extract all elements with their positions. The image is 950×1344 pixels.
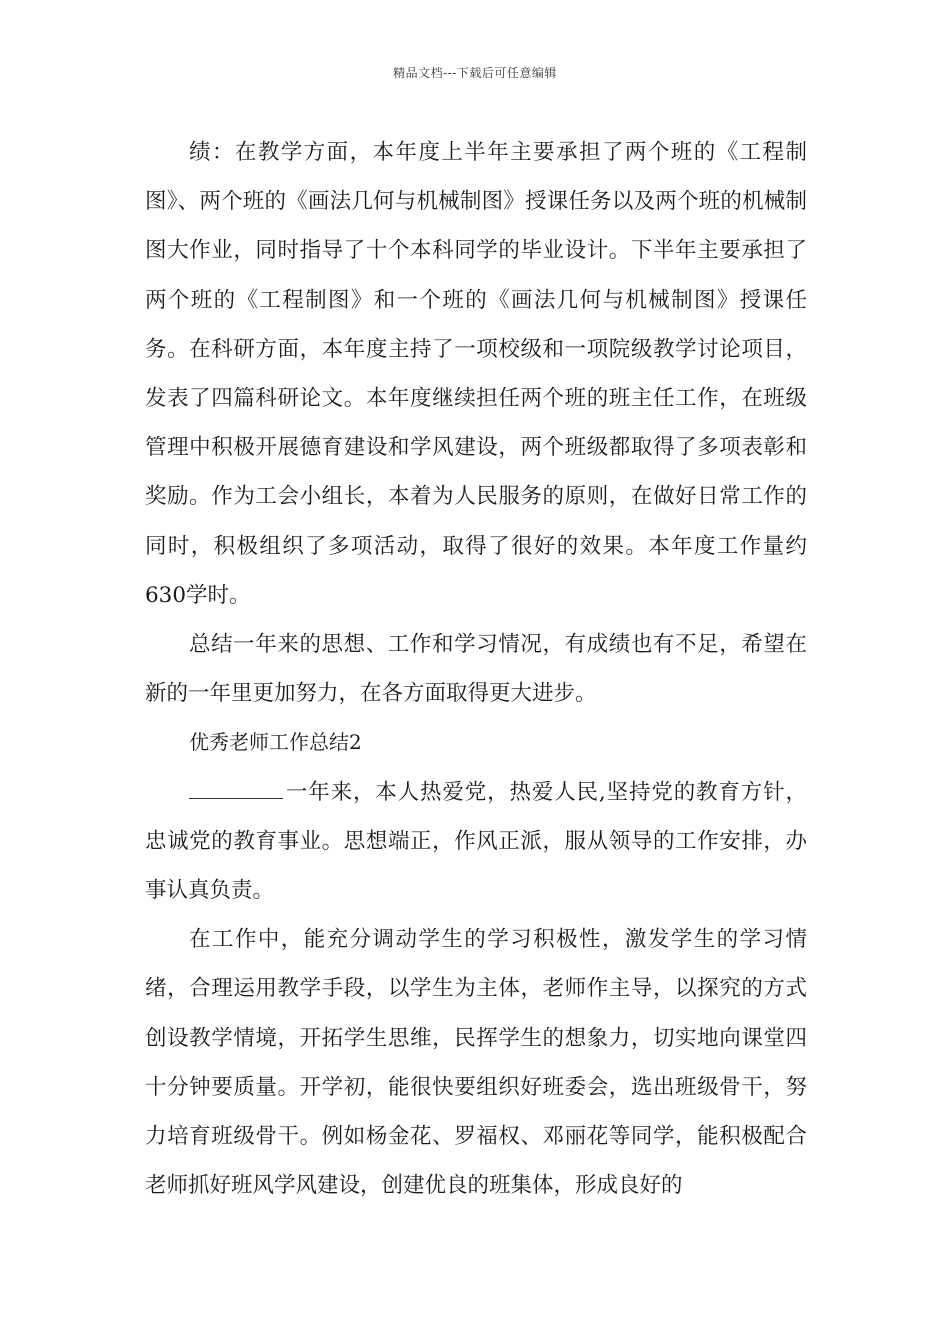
page-header: 精品文档---下载后可任意编辑 bbox=[393, 66, 557, 80]
paragraph-summary: 总结一年来的思想、工作和学习情况，有成绩也有不足，希望在新的一年里更加努力，在各方面取得更大进步。 bbox=[145, 632, 807, 707]
paragraph-ideology bbox=[145, 768, 807, 916]
document-body bbox=[145, 128, 807, 1210]
paragraph-achievements: 绩：在教学方面，本年度上半年主要承担了两个班的《工程制图》、两个班的《画法几何与机械制图》授课任务以及两个班的机械制图大作业，同时指导了十个本科同学的毕业设计。下半年主要承担了两个班的《工程制图》和一个班的《画法几何与机械制图》授课任务。在科研方面，本年度主持了一项校级和一项院级教学讨论项目，发表了四篇科研论文。本年度继续担任两个班的班主任工作，在班级管理中积极开展德育建设和学风建设，两个班级都取得了多项表彰和奖励。作为工会小组长，本着为人民服务的原则，在做好日常工作的同时，积极组织了多项活动，取得了很好的效果。本年度工作量约630学时。 bbox=[145, 140, 807, 608]
section-heading: 优秀老师工作总结2 bbox=[189, 730, 362, 755]
paragraph-ideology-text: 一年来，本人热爱党，热爱人民,坚持党的教育方针，忠诚党的教育事业。思想端正，作风正派，服从领导的工作安排，办事认真负责。 bbox=[145, 779, 807, 904]
paragraph-work: 在工作中，能充分调动学生的学习积极性，激发学生的学习情绪，合理运用教学手段，以学生为主体，老师作主导，以探究的方式创设教学情境，开拓学生思维，民挥学生的想象力，切实地向课堂四十分钟要质量。开学初，能很快要组织好班委会，选出班级骨干，努力培育班级骨干。例如杨金花、罗福权、邓丽花等同学，能积极配合老师抓好班风学风建设，创建优良的班集体，形成良好的 bbox=[145, 927, 807, 1199]
blank-line bbox=[189, 780, 283, 799]
